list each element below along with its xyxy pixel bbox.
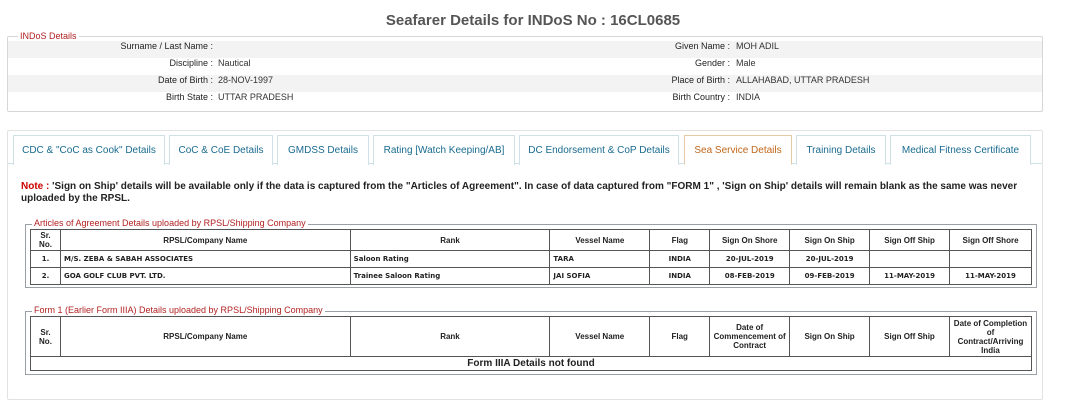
tab-sea-service[interactable]: Sea Service Details [684, 135, 792, 165]
cell-sr-no: 2. [31, 268, 61, 285]
table-row [31, 357, 1032, 371]
cell-rank: Saloon Rating [350, 251, 550, 268]
cell-rank: Trainee Saloon Rating [350, 268, 550, 285]
page-title: Seafarer Details for INDoS No : 16CL0685 [385, 12, 681, 29]
tab-gmdss[interactable]: GMDSS Details [277, 135, 369, 165]
col-sign-off-ship: Sign Off Ship [870, 230, 950, 251]
col-vessel-name: Vessel Name [550, 230, 650, 251]
given-name-label: Given Name : [674, 41, 730, 51]
col-completion-date: Date of Completion of Contract/Arriving India [949, 317, 1031, 357]
col-sr-no: Sr. No. [31, 317, 61, 357]
col-sign-on-ship: Sign On Ship [790, 230, 870, 251]
sign-on-ship-note [21, 181, 1036, 205]
col-flag: Flag [650, 230, 710, 251]
tab-dc-endorsement-cop[interactable]: DC Endorsement & CoP Details [519, 135, 679, 165]
col-rank: Rank [350, 230, 550, 251]
cell-flag: INDIA [650, 251, 710, 268]
form1-table [30, 316, 1032, 371]
col-company-name: RPSL/Company Name [60, 317, 350, 357]
cell-sign-on-shore: 20-JUL-2019 [710, 251, 790, 268]
articles-table [30, 229, 1032, 285]
cell-sign-off-shore: 11-MAY-2019 [950, 268, 1032, 285]
col-commencement-date: Date of Commencement of Contract [710, 317, 790, 357]
indos-row-dob [8, 75, 1042, 92]
cell-vessel-name: TARA [550, 251, 650, 268]
cell-sign-on-ship: 20-JUL-2019 [790, 251, 870, 268]
form1-section [25, 305, 1037, 375]
cell-vessel-name: JAI SOFIA [550, 268, 650, 285]
place-of-birth-label: Place of Birth : [671, 75, 730, 85]
given-name-value: MOH ADIL [736, 41, 780, 51]
note-text: 'Sign on Ship' details will be available only if the data is captured from the "Articles of Agreement". In case of data captured from "FORM 1" , 'Sign on Ship' details will remain blank as the same was never uploaded by the RPSL. [21, 181, 1018, 204]
form1-not-found-message: Form IIIA Details not found [31, 357, 1032, 371]
place-of-birth-value: ALLAHABAD, UTTAR PRADESH [736, 75, 870, 85]
form1-header-row [31, 317, 1032, 357]
birth-state-value: UTTAR PRADESH [218, 92, 294, 102]
articles-header-row [31, 230, 1032, 251]
dob-value: 28-NOV-1997 [218, 75, 274, 85]
cell-company-name: M/S. ZEBA & SABAH ASSOCIATES [60, 251, 350, 268]
cell-sign-on-ship: 09-FEB-2019 [790, 268, 870, 285]
tab-coc-coe[interactable]: CoC & CoE Details [169, 135, 273, 165]
indos-row-discipline [8, 58, 1042, 75]
col-sign-on-shore: Sign On Shore [710, 230, 790, 251]
discipline-value: Nautical [218, 58, 251, 68]
col-company-name: RPSL/Company Name [60, 230, 350, 251]
cell-flag: INDIA [650, 268, 710, 285]
indos-row-surname [8, 41, 1042, 58]
gender-value: Male [736, 58, 756, 68]
tab-cdc-coc-cook[interactable]: CDC & "CoC as Cook" Details [13, 135, 165, 165]
gender-label: Gender : [694, 58, 730, 68]
indos-row-birth-state [8, 92, 1042, 109]
col-flag: Flag [650, 317, 710, 357]
indos-details-legend: INDoS Details [20, 31, 77, 41]
tab-medical-fitness[interactable]: Medical Fitness Certificate [890, 135, 1031, 165]
details-tabs-panel [7, 130, 1043, 400]
col-vessel-name: Vessel Name [550, 317, 650, 357]
col-sr-no: Sr. No. [31, 230, 61, 251]
birth-country-value: INDIA [736, 92, 761, 102]
col-sign-off-ship: Sign Off Ship [870, 317, 950, 357]
form1-legend: Form 1 (Earlier Form IIIA) Details uploaded by RPSL/Shipping Company [34, 305, 323, 315]
birth-country-label: Birth Country : [672, 92, 730, 102]
discipline-label: Discipline : [169, 58, 213, 68]
cell-sr-no: 1. [31, 251, 61, 268]
birth-state-label: Birth State : [165, 92, 213, 102]
tab-training[interactable]: Training Details [796, 135, 886, 165]
col-sign-off-shore: Sign Off Shore [950, 230, 1032, 251]
cell-sign-on-shore: 08-FEB-2019 [710, 268, 790, 285]
table-row [31, 251, 1032, 268]
cell-sign-off-shore [950, 251, 1032, 268]
note-label: Note : [21, 181, 50, 192]
dob-label: Date of Birth : [157, 75, 213, 85]
cell-company-name: GOA GOLF CLUB PVT. LTD. [60, 268, 350, 285]
articles-of-agreement-section [25, 218, 1037, 288]
articles-legend: Articles of Agreement Details uploaded by RPSL/Shipping Company [34, 218, 306, 228]
col-sign-on-ship: Sign On Ship [790, 317, 870, 357]
table-row [31, 268, 1032, 285]
tab-bar [8, 131, 1042, 164]
cell-sign-off-ship [870, 251, 950, 268]
surname-label: Surname / Last Name : [120, 41, 213, 51]
col-rank: Rank [350, 317, 550, 357]
cell-sign-off-ship: 11-MAY-2019 [870, 268, 950, 285]
tab-rating-watch-keeping[interactable]: Rating [Watch Keeping/AB] [373, 135, 515, 165]
indos-details-panel [7, 31, 1043, 112]
